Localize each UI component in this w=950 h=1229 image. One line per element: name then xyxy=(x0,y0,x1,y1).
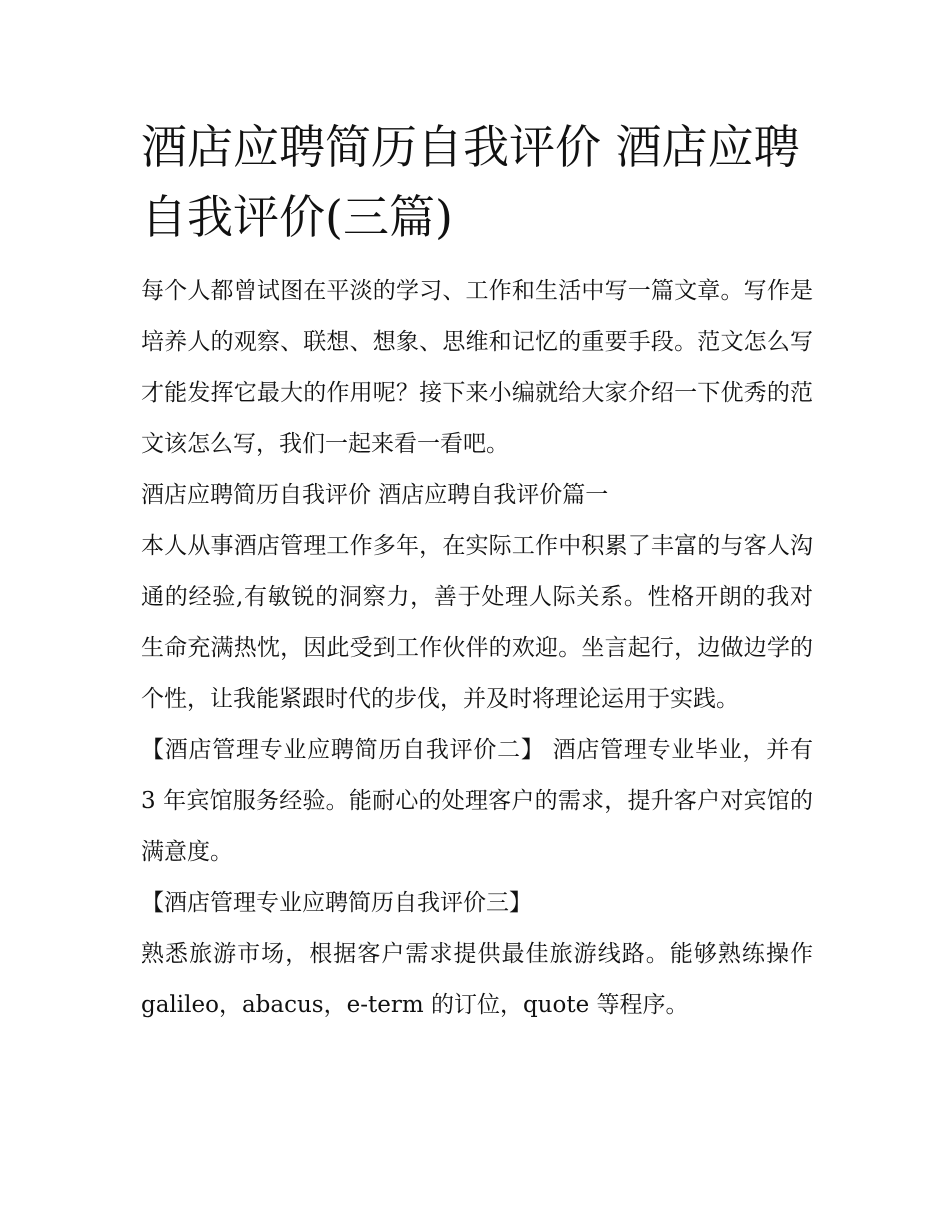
section-3-body: 熟悉旅游市场，根据客户需求提供最佳旅游线路。能够熟练操作 galileo，abacus，e-term 的订位，quote 等程序。 xyxy=(141,941,813,1018)
document-content xyxy=(141,112,813,1031)
section-2-paragraph: 【酒店管理专业应聘简历自我评价二】 酒店管理专业毕业，并有 3 年宾馆服务经验。能耐心的处理客户的需求，提升客户对宾馆的满意度。 xyxy=(141,737,813,865)
document-title: 酒店应聘简历自我评价 酒店应聘自我评价(三篇) xyxy=(141,120,800,244)
section-1-heading: 酒店应聘简历自我评价 酒店应聘自我评价篇一 xyxy=(141,482,609,508)
intro-paragraph: 每个人都曾试图在平淡的学习、工作和生活中写一篇文章。写作是培养人的观察、联想、想象、思维和记忆的重要手段。范文怎么写才能发挥它最大的作用呢？接下来小编就给大家介绍一下优秀的范文该怎么写，我们一起来看一看吧。 xyxy=(141,278,813,457)
section-1-body: 本人从事酒店管理工作多年，在实际工作中积累了丰富的与客人沟通的经验,有敏锐的洞察力，善于处理人际关系。性格开朗的我对生命充满热忱，因此受到工作伙伴的欢迎。坐言起行，边做边学的个性，让我能紧跟时代的步伐，并及时将理论运用于实践。 xyxy=(141,533,813,712)
section-3-heading: 【酒店管理专业应聘简历自我评价三】 xyxy=(141,890,532,916)
